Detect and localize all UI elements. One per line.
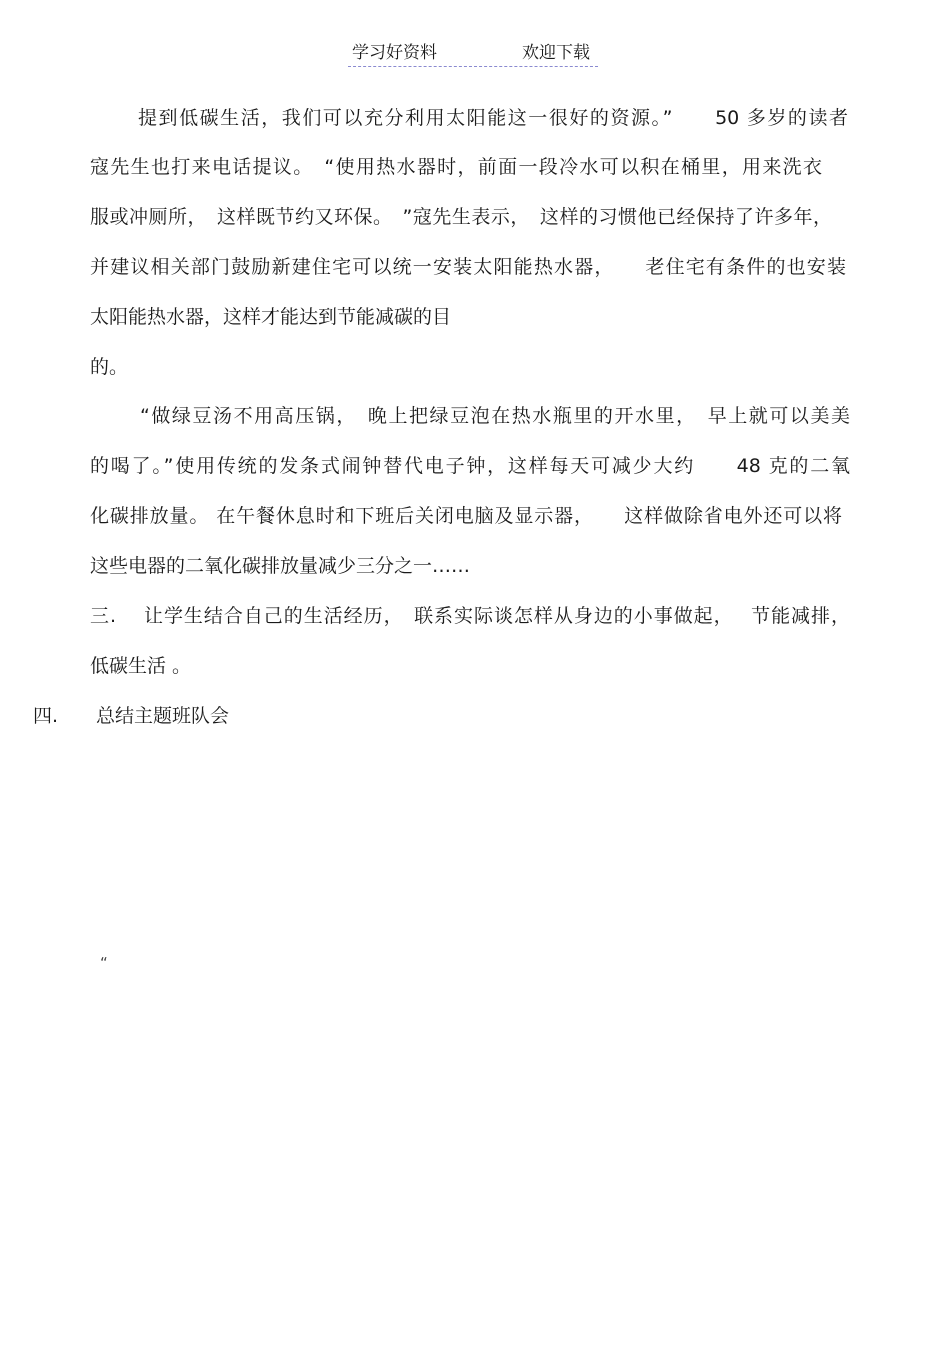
- paragraph-line: 服或冲厕所， 这样既节约又环保。 ”寇先生表示， 这样的习惯他已经保持了许多年，: [90, 206, 832, 228]
- paragraph-line: 低碳生活 。: [90, 655, 192, 677]
- paragraph-line: 这些电器的二氧化碳排放量减少三分之一……: [90, 555, 471, 577]
- paragraph-line: 提到低碳生活，我们可以充分利用太阳能这一很好的资源。” 50 多岁的读者: [138, 107, 848, 129]
- list-item-four: 四. 总结主题班队会: [33, 705, 230, 727]
- paragraph-line: 的。: [90, 356, 129, 378]
- list-item-three: 三. 让学生结合自己的生活经历， 联系实际谈怎样从身边的小事做起， 节能减排，: [90, 605, 850, 627]
- stray-quote-mark: “: [100, 954, 108, 972]
- page-header: [348, 42, 598, 67]
- paragraph-line: 寇先生也打来电话提议。 “使用热水器时，前面一段冷水可以积在桶里，用来洗衣: [90, 156, 822, 178]
- header-right-text: 欢迎下载: [522, 43, 590, 63]
- header-left-text: 学习好资料: [352, 43, 437, 63]
- paragraph-line: 的喝了。”使用传统的发条式闹钟替代电子钟，这样每天可减少大约 48 克的二氧: [90, 455, 850, 477]
- paragraph-line: “做绿豆汤不用高压锅， 晚上把绿豆泡在热水瓶里的开水里， 早上就可以美美: [140, 405, 850, 427]
- paragraph-line: 并建议相关部门鼓励新建住宅可以统一安装太阳能热水器， 老住宅有条件的也安装: [90, 256, 846, 278]
- paragraph-line: 化碳排放量。 在午餐休息时和下班后关闭电脑及显示器， 这样做除省电外还可以将: [90, 505, 842, 527]
- paragraph-line: 太阳能热水器，这样才能达到节能减碳的目: [90, 306, 452, 328]
